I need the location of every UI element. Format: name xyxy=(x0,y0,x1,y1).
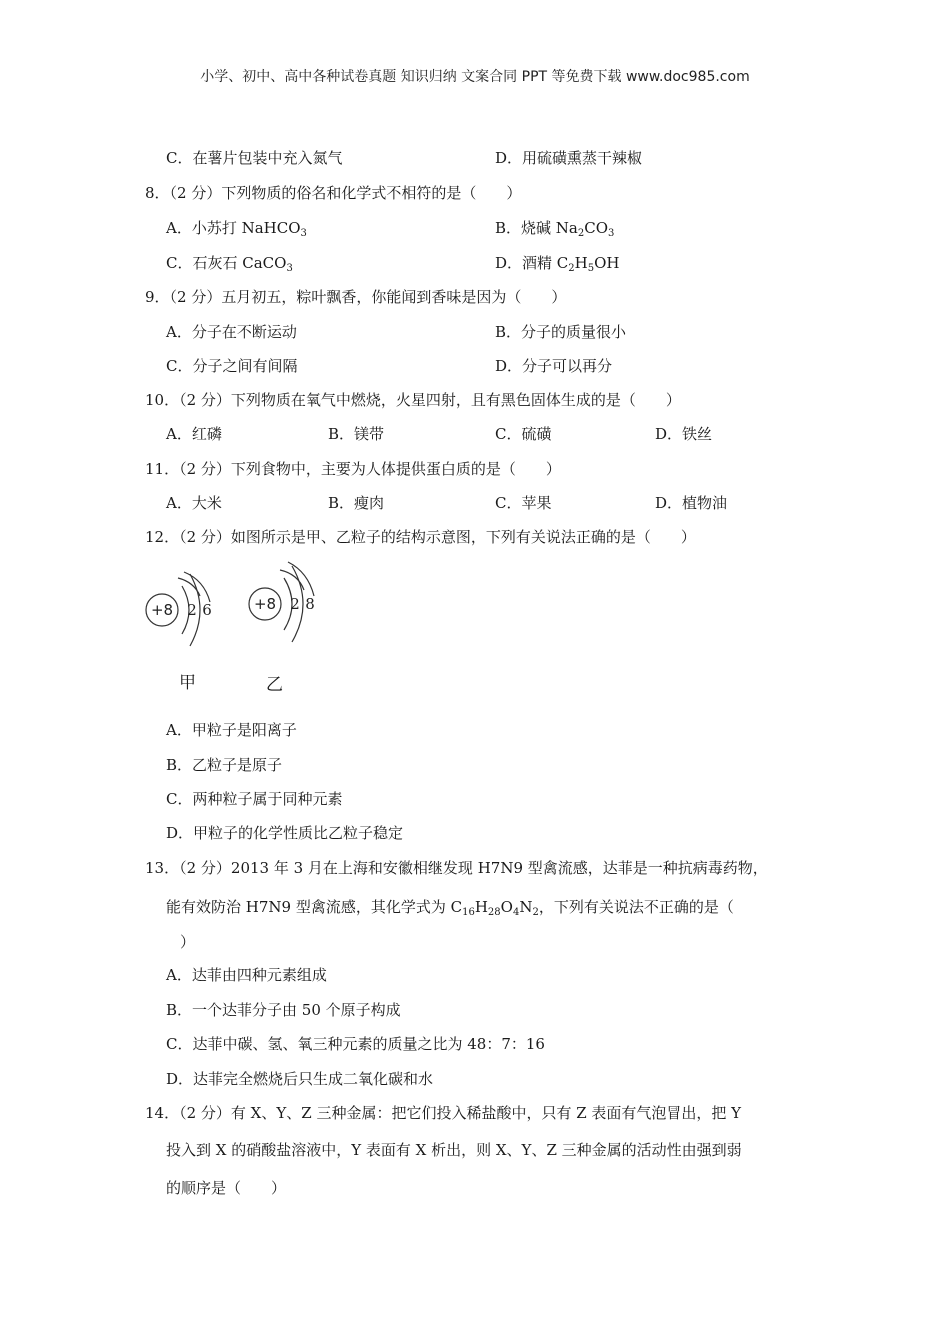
q8-option-b: B．烧碱 $Na_2CO_3$ xyxy=(495,219,615,239)
q13-stem-line-1: 13．（2 分）2013 年 3 月在上海和安徽相继发现 H7N9 型禽流感，达菲是一种抗病毒药物， xyxy=(145,859,768,877)
q11-option-c: C．苹果 xyxy=(495,494,552,512)
q13-option-a: A．达菲由四种元素组成 xyxy=(166,966,327,984)
yi-shell-2-count: 8 xyxy=(305,595,315,613)
q11-option-b: B．瘦肉 xyxy=(328,494,385,512)
q10-option-b: B．镁带 xyxy=(328,425,385,443)
q9-stem: 9．（2 分）五月初五，粽叶飘香，你能闻到香味是因为（ ） xyxy=(145,288,567,306)
jia-shell-2-count: 6 xyxy=(202,601,212,619)
figure-label-yi: 乙 xyxy=(266,675,283,695)
q7-option-d: D．用硫磺熏蒸干辣椒 xyxy=(495,149,643,167)
figure-label-jia: 甲 xyxy=(179,673,196,693)
q13-option-c: C．达菲中碳、氢、氧三种元素的质量之比为 48：7：16 xyxy=(166,1035,545,1053)
q13-stem-line-2: 能有效防治 H7N9 型禽流感，其化学式为 $C_{16}H_{28}O_4N_2$，下列有关说法不正确的是（ xyxy=(166,898,734,918)
q8-stem: 8．（2 分）下列物质的俗名和化学式不相符的是（ ） xyxy=(145,184,522,202)
jia-shell-1-count: 2 xyxy=(187,601,197,619)
q8-option-a: A．小苏打 NaHCO$_3$ xyxy=(166,219,307,239)
q10-stem: 10．（2 分）下列物质在氧气中燃烧，火星四射，且有黑色固体生成的是（ ） xyxy=(145,391,681,409)
q9-option-a: A．分子在不断运动 xyxy=(166,323,297,341)
q10-option-c: C．硫磺 xyxy=(495,425,552,443)
page-header: 小学、初中、高中各种试卷真题 知识归纳 文案合同 PPT 等免费下载 www.doc985.com xyxy=(200,69,750,85)
q12-option-d: D．甲粒子的化学性质比乙粒子稳定 xyxy=(166,824,404,842)
jia-outer-arc-2 xyxy=(184,572,210,602)
q13-option-b: B．一个达菲分子由 50 个原子构成 xyxy=(166,1001,401,1019)
yi-nucleus-charge: +8 xyxy=(253,595,277,613)
q8-option-c: C．石灰石 CaCO$_3$ xyxy=(166,254,293,274)
q7-option-c: C．在薯片包装中充入氮气 xyxy=(166,149,343,167)
q11-option-a: A．大米 xyxy=(166,494,222,512)
q13-option-d: D．达菲完全燃烧后只生成二氧化碳和水 xyxy=(166,1070,434,1088)
yi-outer-arc-2 xyxy=(288,562,314,596)
q11-option-d: D．植物油 xyxy=(655,494,728,512)
jia-outer-arc-1 xyxy=(178,578,200,596)
q9-option-c: C．分子之间有间隔 xyxy=(166,357,298,375)
q12-option-b: B．乙粒子是原子 xyxy=(166,756,283,774)
q12-stem: 12．（2 分）如图所示是甲、乙粒子的结构示意图，下列有关说法正确的是（ ） xyxy=(145,528,696,546)
q14-stem-line-1: 14．（2 分）有 X、Y、Z 三种金属：把它们投入稀盐酸中，只有 Z 表面有气泡冒出，把 Y xyxy=(145,1104,742,1122)
yi-shell-1-count: 2 xyxy=(290,595,300,613)
q10-option-d: D．铁丝 xyxy=(655,425,713,443)
q13-stem-line-3: ） xyxy=(180,933,196,951)
q8-option-d: D．酒精 $C_2H_5OH$ xyxy=(495,254,620,274)
q14-stem-line-3: 的顺序是（ ） xyxy=(166,1179,287,1197)
jia-nucleus-charge: +8 xyxy=(150,601,174,619)
q9-option-d: D．分子可以再分 xyxy=(495,357,613,375)
q12-option-c: C．两种粒子属于同种元素 xyxy=(166,790,343,808)
q9-option-b: B．分子的质量很小 xyxy=(495,323,627,341)
q11-stem: 11．（2 分）下列食物中，主要为人体提供蛋白质的是（ ） xyxy=(145,460,561,478)
q10-option-a: A．红磷 xyxy=(166,425,222,443)
q12-option-a: A．甲粒子是阳离子 xyxy=(166,721,297,739)
q14-stem-line-2: 投入到 X 的硝酸盐溶液中，Y 表面有 X 析出，则 X、Y、Z 三种金属的活动性由强到弱 xyxy=(166,1141,742,1159)
atom-structure-diagram xyxy=(138,556,338,656)
